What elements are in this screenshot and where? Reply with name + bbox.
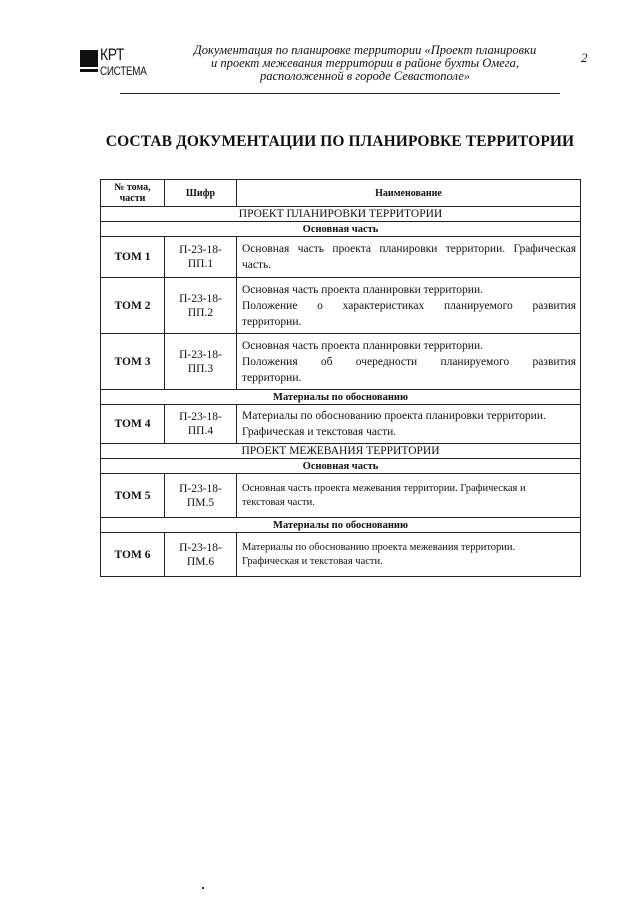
- logo-text: [100, 45, 157, 78]
- subsection-row: [101, 390, 581, 405]
- logo-mark-icon: [80, 50, 98, 76]
- name-cell: [237, 237, 581, 278]
- logo-line-2: СИСТЕМА: [100, 64, 147, 78]
- name-cell: [237, 334, 581, 390]
- code-line-1: П-23-18-: [179, 244, 222, 256]
- table-row: [101, 237, 581, 278]
- table-row: [101, 278, 581, 334]
- documentation-table: [100, 179, 581, 577]
- header-line-1: Документация по планировке территории «Проект планировки: [193, 43, 537, 57]
- code-line-1: П-23-18-: [179, 411, 222, 423]
- name-line-3: территории.: [242, 371, 302, 384]
- code-line-2: ПП.2: [187, 306, 214, 319]
- header-name: Наименование: [237, 180, 581, 207]
- name-line-2: Положения об очередности планируемого развития: [242, 355, 576, 368]
- subsection-grounds-1: Материалы по обоснованию: [101, 390, 581, 405]
- code-cell: [165, 474, 237, 518]
- table-row: [101, 533, 581, 577]
- header-volume: [101, 180, 165, 207]
- page-number: 2: [581, 50, 588, 65]
- table-row: [101, 405, 581, 444]
- code-cell: [165, 405, 237, 444]
- header-line-3: расположенной в городе Севастополе»: [259, 69, 471, 83]
- name-line-1: Материалы по обоснованию проекта межевания территории.: [242, 541, 516, 553]
- subsection-main-1: Основная часть: [101, 222, 581, 237]
- scan-speck: [202, 887, 204, 889]
- header-code: Шифр: [165, 180, 237, 207]
- subsection-row: [101, 459, 581, 474]
- section-row: [101, 207, 581, 222]
- code-line-2: ПМ.5: [186, 496, 215, 509]
- name-line-2: Положение о характеристиках планируемого развития: [242, 299, 576, 312]
- code-line-1: П-23-18-: [179, 348, 222, 361]
- name-line-1: Основная часть проекта планировки территории.: [242, 339, 483, 352]
- code-line-1: П-23-18-: [179, 541, 222, 554]
- code-cell: [165, 237, 237, 278]
- subsection-grounds-2: Материалы по обоснованию: [101, 518, 581, 533]
- subsection-main-2: Основная часть: [101, 459, 581, 474]
- code-line-1: П-23-18-: [179, 292, 222, 305]
- logo-line-1: КРТ: [100, 45, 125, 64]
- name-cell: [237, 533, 581, 577]
- code-line-2: ПП.3: [187, 362, 214, 375]
- volume-cell: ТОМ 6: [101, 533, 165, 577]
- section-row: [101, 444, 581, 459]
- header-line-2: и проект межевания территории в районе бухты Омега,: [210, 56, 520, 70]
- code-line-2: ПМ.6: [186, 555, 215, 568]
- name-cell: [237, 405, 581, 444]
- subsection-row: [101, 222, 581, 237]
- code-line-2: ПП.1: [187, 258, 214, 270]
- name-line-3: территории.: [242, 315, 302, 328]
- name-line-2: Графическая и текстовая части.: [242, 426, 397, 438]
- code-cell: [165, 334, 237, 390]
- subsection-row: [101, 518, 581, 533]
- code-cell: [165, 533, 237, 577]
- name-line-1: Основная часть проекта планировки территории. Графическая: [242, 243, 576, 255]
- name-cell: [237, 278, 581, 334]
- running-header: [180, 44, 550, 83]
- volume-cell: ТОМ 5: [101, 474, 165, 518]
- name-line-1: Материалы по обоснованию проекта планировки территории.: [242, 410, 546, 422]
- code-line-1: П-23-18-: [179, 482, 222, 495]
- volume-cell: ТОМ 3: [101, 334, 165, 390]
- header-divider: [120, 93, 560, 94]
- name-line-1: Основная часть проекта планировки территории.: [242, 283, 483, 296]
- volume-cell: ТОМ 4: [101, 405, 165, 444]
- table-row: [101, 334, 581, 390]
- section-surveying: ПРОЕКТ МЕЖЕВАНИЯ ТЕРРИТОРИИ: [101, 444, 581, 459]
- header-volume-line-1: № тома,: [114, 182, 151, 193]
- code-cell: [165, 278, 237, 334]
- volume-cell: ТОМ 2: [101, 278, 165, 334]
- name-line-1: Основная часть проекта межевания территории. Графическая и: [242, 482, 526, 494]
- document-title: СОСТАВ ДОКУМЕНТАЦИИ ПО ПЛАНИРОВКЕ ТЕРРИТОРИИ: [105, 133, 575, 150]
- name-line-2: Графическая и текстовая части.: [242, 555, 383, 567]
- company-logo: [80, 46, 166, 80]
- code-line-2: ПП.4: [187, 425, 214, 437]
- table-header-row: [101, 180, 581, 207]
- section-planning: ПРОЕКТ ПЛАНИРОВКИ ТЕРРИТОРИИ: [101, 207, 581, 222]
- table-row: [101, 474, 581, 518]
- volume-cell: ТОМ 1: [101, 237, 165, 278]
- header-volume-line-2: части: [119, 193, 146, 204]
- name-line-2: часть.: [242, 259, 272, 271]
- name-line-2: текстовая части.: [242, 496, 315, 508]
- name-cell: [237, 474, 581, 518]
